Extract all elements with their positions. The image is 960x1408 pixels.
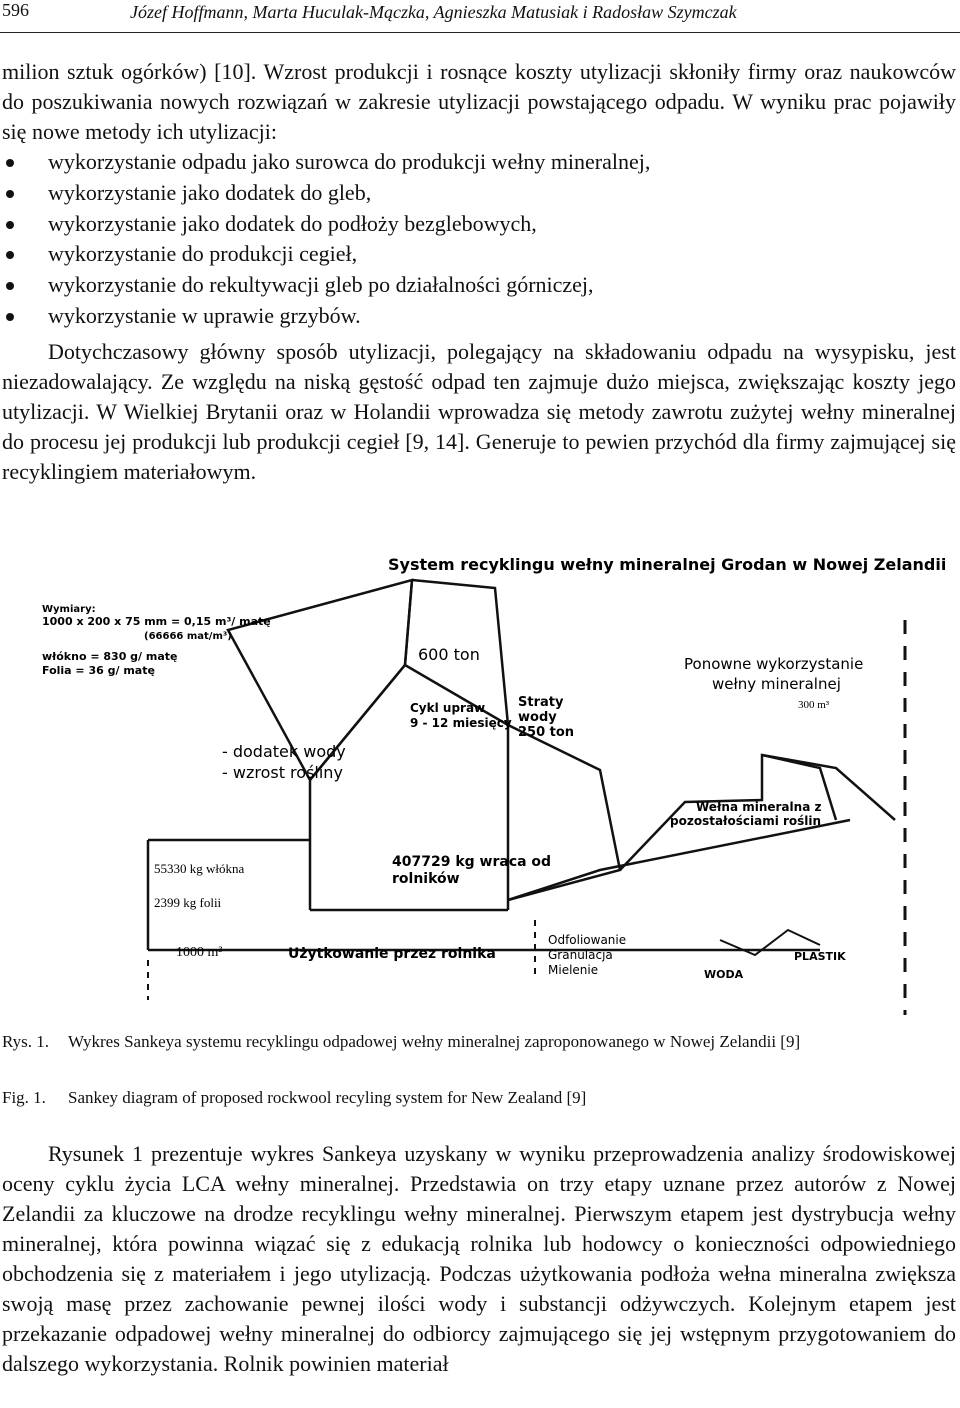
sankey-diagram (42, 540, 960, 1020)
running-head-authors: Józef Hoffmann, Marta Huculak-Mączka, Agnieszka Matusiak i Radosław Szymczak (130, 2, 737, 22)
residue-band (508, 820, 850, 900)
dimensions-line-1: Wymiary: (42, 604, 96, 615)
use-by-farmer: Użytkowanie przez rolnika (288, 946, 496, 962)
dimensions-line-3: (66666 mat/m³) (144, 631, 232, 642)
page-number: 596 (2, 0, 29, 20)
bullet-dot-icon (6, 251, 14, 259)
list-item-text: wykorzystanie do produkcji cegieł, (48, 241, 358, 267)
water-loss-line-2: wody (518, 710, 557, 725)
returned-line-1: 407729 kg wraca od (392, 854, 552, 870)
mass-box-line-1: 55330 kg włókna (154, 861, 245, 876)
reuse-line-2: wełny mineralnej (712, 675, 841, 693)
list-item-text: wykorzystanie do rekultywacji gleb po działalności górniczej, (48, 272, 594, 298)
processing-line-2: Granulacja (548, 948, 613, 962)
water-label: WODA (704, 968, 744, 981)
list-item-text: wykorzystanie jako dodatek do podłoży bezglebowych, (48, 210, 537, 236)
water-loss-line-1: Straty (518, 695, 564, 710)
tons-600-label: 600 ton (418, 645, 480, 664)
bullet-dot-icon (6, 159, 14, 167)
list-item-text: wykorzystanie jako dodatek do gleb, (48, 179, 372, 205)
list-item-text: wykorzystanie odpadu jako surowca do produkcji wełny mineralnej, (48, 149, 651, 174)
list-item (2, 209, 650, 240)
paragraph-landfill: Dotychczasowy główny sposób utylizacji, polegający na składowaniu odpadu na wysypisku, jest niezadowalający. Ze względu na niską gęstość odpad ten zajmuje dużo miejsca, zwiększając koszty jego utylizacji. W Wielkiej Brytanii oraz w Holandii wprowadza się metody zawrotu zużytej wełny mineralnej do procesu jej produkcji lub produkcji cegieł [9, 14]. Generuje to pewien przychód dla firmy zajmującej się recyklingiem materiałowym. (2, 339, 956, 484)
water-loss-line-3: 250 ton (518, 725, 575, 740)
bullet-dot-icon (6, 221, 14, 229)
bullet-dot-icon (6, 190, 14, 198)
returned-line-2: rolników (392, 871, 460, 887)
mass-box-line-2: 2399 kg folii (154, 895, 222, 910)
additives-line-2: - wzrost rośliny (222, 763, 343, 782)
sankey-figure (42, 540, 960, 1020)
processing-line-3: Mielenie (548, 963, 599, 977)
cycle-line-2: 9 - 12 miesięcy (410, 716, 512, 730)
dimensions-line-5: Folia = 36 g/ matę (42, 664, 155, 677)
methods-list (2, 147, 650, 332)
figure-title: System recyklingu wełny mineralnej Grodan w Nowej Zelandii (388, 555, 947, 574)
list-item-text: wykorzystanie w uprawie grzybów. (48, 302, 361, 328)
residue-line-1: Wełna mineralna z (696, 800, 822, 814)
caption-pl-text: Wykres Sankeya systemu recyklingu odpadowej wełny mineralnej zaproponowanego w Nowej Zelandii [9] (68, 1032, 801, 1051)
bullet-dot-icon (6, 313, 14, 321)
processing-line-1: Odfoliowanie (548, 933, 627, 947)
band-divider (405, 580, 412, 665)
paragraph-intro: milion sztuk ogórków) [10]. Wzrost produkcji i rosnące koszty utylizacji skłoniły firmy oraz naukowców do poszukiwania nowych rozwiązań w zakresie utylizacji powstającego odpadu. W wyniku prac pojawiły się nowe metody ich utylizacji: (2, 59, 956, 144)
additives-line-1: - dodatek wody (222, 742, 346, 761)
caption-pl-label: Rys. 1. (2, 1032, 50, 1051)
volume-1000: 1000 m³ (176, 945, 223, 960)
dimensions-line-4: włókno = 830 g/ matę (42, 650, 178, 663)
header-rule (0, 32, 960, 33)
dimensions-line-2: 1000 x 200 x 75 mm = 0,15 m³/ matę (42, 615, 271, 628)
page-header (0, 0, 960, 28)
list-item (2, 301, 650, 332)
cycle-line-1: Cykl upraw (410, 701, 486, 715)
residue-line-2: pozostałościami roślin (670, 814, 822, 828)
paragraph-discussion: Rysunek 1 prezentuje wykres Sankeya uzyskany w wyniku przeprowadzenia analizy środowiskowej oceny cyklu życia LCA wełny mineralnej. Przedstawia on trzy etapy uznane przez autorów z Nowej Zelandii za kluczowe na drodze recyklingu wełny mineralnej. Pierwszym etapem jest dystrybucja wełny mineralnej, która powinna wiązać się z edukacją rolnika lub hodowcy o konieczności odpowiedniego obchodzenia się z materiałem i jego utylizacją. Podczas użytkowania podłoża wełna mineralna zwiększa swoją masę przez zachowanie pewnej ilości wody i substancji odżywczych. Kolejnym etapem jest przekazanie odpadowej wełny mineralnej do odbiorcy zajmującego się jej wstępnym przygotowaniem do dalszego wykorzystania. Rolnik powinien materiał (2, 1141, 956, 1376)
caption-en-label: Fig. 1. (2, 1088, 46, 1107)
figure-caption-en (2, 1086, 586, 1110)
figure-caption-pl (2, 1030, 956, 1054)
reuse-line-1: Ponowne wykorzystanie (684, 655, 864, 673)
caption-en-text: Sankey diagram of proposed rockwool recyling system for New Zealand [9] (68, 1088, 587, 1107)
bullet-dot-icon (6, 282, 14, 290)
list-item (2, 270, 650, 301)
reuse-volume: 300 m³ (798, 699, 830, 711)
water-loss-band (508, 725, 620, 900)
list-item (2, 178, 650, 209)
plastic-label: PLASTIK (794, 950, 846, 963)
list-item (2, 147, 650, 178)
list-item (2, 239, 650, 270)
